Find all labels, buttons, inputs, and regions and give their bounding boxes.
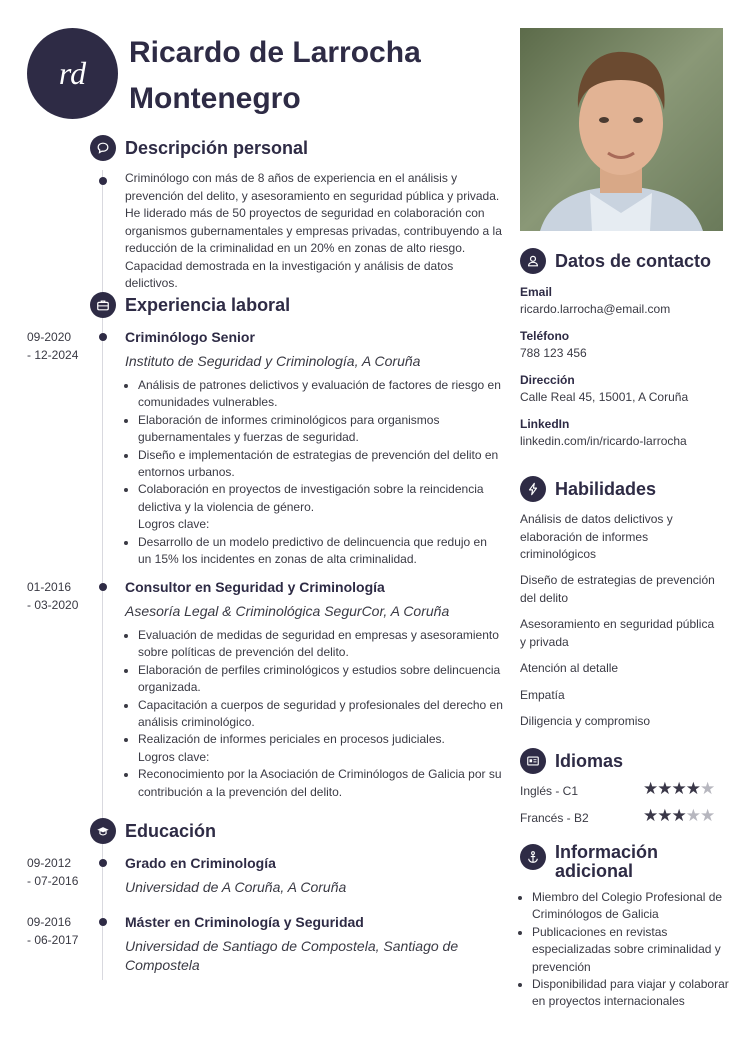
timeline-dot [99, 177, 107, 185]
language-rating [643, 780, 714, 797]
skill-item: Empatía [520, 688, 565, 702]
graduation-cap-icon [90, 818, 116, 844]
skill-item: Diseño de estrategias de prevención del delito [520, 573, 715, 605]
additional-list [520, 889, 737, 1011]
chat-bubble-icon [90, 135, 116, 161]
list-item: • Miembro del Colegio Profesional de Criminólogos de Galicia [532, 889, 737, 924]
monogram-text: rd [58, 55, 87, 91]
language-rating [643, 807, 714, 824]
job-2-bullet-list [125, 627, 503, 801]
star-filled-icon: ★ [657, 806, 672, 825]
language-name: Inglés - C1 [520, 784, 579, 798]
contact-value-email[interactable]: ricardo.larrocha@email.com [520, 302, 671, 316]
list-item: • Disponibilidad para viajar y colaborar en proyectos internacionales [532, 976, 737, 1011]
timeline-dot [99, 859, 107, 867]
job-2-date-start: 01-2016 [27, 580, 72, 594]
list-item: • Colaboración en proyectos de investigación sobre la reincidencia delictiva y la violencia de género. [138, 481, 503, 516]
contact-section-title: Datos de contacto [555, 251, 712, 271]
anchor-icon [520, 844, 546, 870]
job-1-company: Instituto de Seguridad y Criminología, A Coruña [125, 353, 421, 369]
edu-1-date-end: - 07-2016 [27, 874, 79, 888]
profile-section-title: Descripción personal [125, 138, 309, 158]
skill-item: Atención al detalle [520, 661, 619, 675]
star-filled-icon: ★ [671, 806, 686, 825]
job-2-title: Consultor en Seguridad y Criminología [125, 579, 385, 595]
star-filled-icon: ★ [643, 779, 658, 798]
edu-2-degree: Máster en Criminología y Seguridad [125, 914, 364, 930]
additional-section-title [555, 843, 658, 881]
briefcase-icon [90, 292, 116, 318]
star-filled-icon: ★ [657, 779, 672, 798]
edu-1-school: Universidad de A Coruña, A Coruña [125, 879, 347, 895]
skill-item: Análisis de datos delictivos y elaboración de informes criminológicos [520, 512, 673, 561]
monogram-avatar [27, 28, 118, 119]
list-item: • Reconocimiento por la Asociación de Criminólogos de Galicia por su contribución a la prevención del delito. [138, 766, 503, 801]
list-item: • Publicaciones en revistas especializadas sobre criminalidad y prevención [532, 924, 737, 976]
list-item: • Análisis de patrones delictivos y evaluación de factores de riesgo en comunidades vulnerables. [138, 377, 503, 412]
education-section-title: Educación [125, 821, 217, 841]
candidate-name [129, 30, 509, 122]
id-card-icon [520, 748, 546, 774]
lightning-icon [520, 476, 546, 502]
profile-photo [520, 28, 723, 231]
edu-1-date-start: 09-2012 [27, 856, 72, 870]
list-item: • Elaboración de informes criminológicos para organismos gubernamentales y fuerzas de seguridad. [138, 412, 503, 447]
name-line-2: Montenegro [129, 82, 301, 115]
contact-label-linkedin: LinkedIn [520, 417, 570, 431]
list-item: • Elaboración de perfiles criminológicos y estudios sobre delincuencia organizada. [138, 662, 503, 697]
contact-label-phone: Teléfono [520, 329, 570, 343]
additional-title-line-1: Información [555, 842, 659, 862]
skill-item: Asesoramiento en seguridad pública y privada [520, 617, 715, 649]
languages-section-title: Idiomas [555, 751, 624, 771]
edu-2-date-end: - 06-2017 [27, 933, 79, 947]
star-empty-icon: ★ [700, 806, 715, 825]
experience-section-title: Experiencia laboral [125, 295, 291, 315]
star-empty-icon: ★ [700, 779, 715, 798]
edu-2-school: Universidad de Santiago de Compostela, Santiago de Compostela [125, 938, 459, 973]
list-item: • Desarrollo de un modelo predictivo de delincuencia que redujo en un 15% los incidentes en zonas de alta criminalidad. [138, 534, 503, 569]
list-item: • Evaluación de medidas de seguridad en empresas y asesoramiento sobre políticas de prevención del delito. [138, 627, 503, 662]
job-1-date-end: - 12-2024 [27, 348, 79, 362]
timeline-dot [99, 333, 107, 341]
achievements-label: Logros clave: [138, 749, 210, 764]
contact-value-address: Calle Real 45, 15001, A Coruña [520, 390, 689, 404]
list-item: • Diseño e implementación de estrategias de prevención del delito en entornos urbanos. [138, 447, 503, 482]
list-item: • Capacitación a cuerpos de seguridad y profesionales del derecho en análisis criminológico. [138, 697, 503, 732]
job-2-company: Asesoría Legal & Criminológica SegurCor, A Coruña [125, 603, 450, 619]
list-item: • Realización de informes periciales en procesos judiciales. [138, 731, 503, 748]
job-1-bullet-list [125, 377, 503, 568]
job-1-title: Criminólogo Senior [125, 329, 255, 345]
contact-label-email: Email [520, 285, 553, 299]
edu-2-date-start: 09-2016 [27, 915, 72, 929]
profile-text: Criminólogo con más de 8 años de experiencia en el análisis y prevención del delito, y asesoramiento en seguridad pública y privada. He liderado más de 50 proyectos de seguridad en colaboración con organismos gubernamentales y empresas privadas, contribuyendo a la reducción de la criminalidad en un 20% en zonas de alto riesgo. Capacidad demostrada en la investigación y análisis de datos delictivos. [125, 171, 502, 290]
name-line-1: Ricardo de Larrocha [129, 36, 421, 69]
contact-label-address: Dirección [520, 373, 575, 387]
star-filled-icon: ★ [685, 779, 700, 798]
star-filled-icon: ★ [671, 779, 686, 798]
star-empty-icon: ★ [685, 806, 700, 825]
contact-value-linkedin[interactable]: linkedin.com/in/ricardo-larrocha [520, 434, 687, 448]
job-2-date-end: - 03-2020 [27, 598, 79, 612]
profile-photo-illustration [520, 28, 723, 231]
job-2-dates [27, 578, 97, 614]
job-1-date-start: 09-2020 [27, 330, 72, 344]
timeline-dot [99, 583, 107, 591]
timeline-dot [99, 918, 107, 926]
edu-1-degree: Grado en Criminología [125, 855, 276, 871]
skills-section-title: Habilidades [555, 479, 657, 499]
additional-title-line-2: adicional [555, 861, 634, 881]
star-filled-icon: ★ [643, 806, 658, 825]
person-icon [520, 248, 546, 274]
achievements-label: Logros clave: [138, 517, 210, 532]
job-1-dates [27, 328, 97, 364]
contact-value-phone[interactable]: 788 123 456 [520, 346, 587, 360]
skill-item: Diligencia y compromiso [520, 714, 651, 728]
language-name: Francés - B2 [520, 811, 589, 825]
edu-2-dates [27, 913, 97, 949]
edu-1-dates [27, 854, 97, 890]
